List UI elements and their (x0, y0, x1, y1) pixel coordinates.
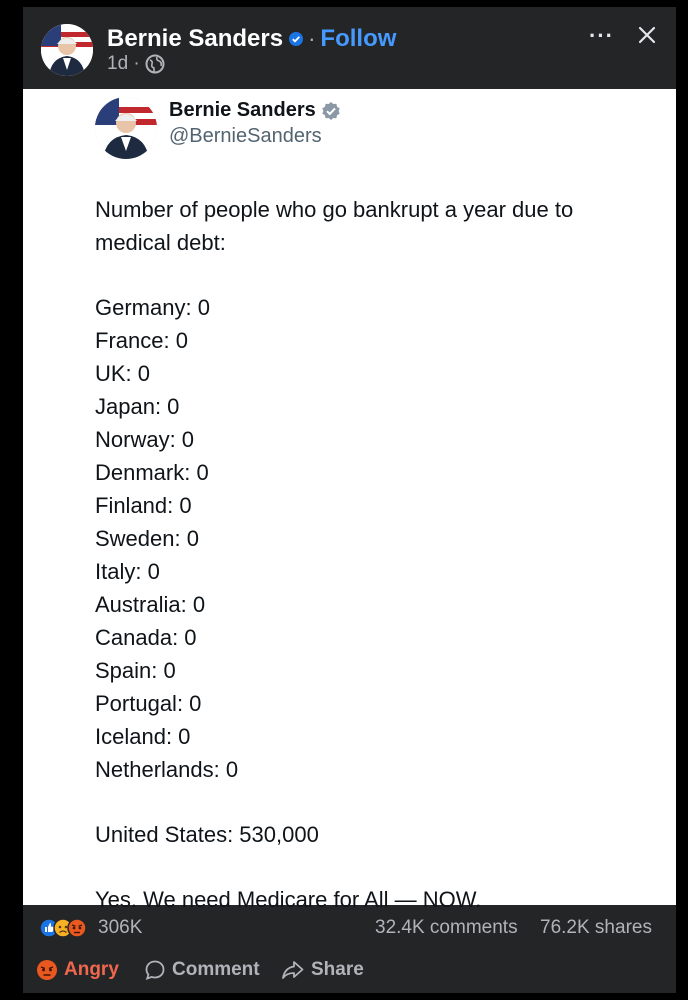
tweet-avatar (95, 97, 157, 159)
post-actions (23, 955, 676, 989)
share-label: Share (311, 959, 364, 980)
country-line: Canada: 0 (95, 625, 197, 650)
verified-badge-icon (289, 32, 303, 46)
country-line: Japan: 0 (95, 394, 180, 419)
tweet-author-name: Bernie Sanders (169, 99, 316, 121)
country-line: Spain: 0 (95, 658, 176, 683)
tweet-intro-line: Number of people who go bankrupt a year due to (95, 197, 574, 222)
country-line: Portugal: 0 (95, 691, 202, 716)
tweet-handle: @BernieSanders (169, 125, 322, 147)
country-line: UK: 0 (95, 361, 151, 386)
post-stats (23, 913, 676, 943)
angry-reaction-button[interactable] (36, 959, 119, 981)
country-line: Germany: 0 (95, 295, 210, 320)
country-line: Denmark: 0 (95, 460, 209, 485)
tweet-body (95, 193, 655, 916)
country-line: Finland: 0 (95, 493, 192, 518)
angry-reaction-icon (68, 919, 86, 937)
post-header-title (107, 25, 396, 53)
globe-icon (145, 54, 165, 74)
facebook-post (23, 7, 676, 993)
share-icon (281, 959, 305, 981)
angry-label: Angry (64, 959, 119, 980)
close-icon[interactable] (635, 23, 659, 47)
more-options-button[interactable]: ··· (589, 23, 614, 48)
separator: · (308, 26, 316, 51)
tweet-intro-line: medical debt: (95, 230, 226, 255)
reaction-icons[interactable] (39, 917, 95, 939)
comment-button[interactable] (144, 959, 260, 981)
post-meta (107, 53, 165, 75)
country-line: Australia: 0 (95, 592, 206, 617)
reactions-count[interactable]: 306K (98, 917, 143, 938)
comments-count[interactable]: 32.4K comments (375, 917, 518, 938)
post-time[interactable]: 1d · (107, 53, 140, 74)
us-line: United States: 530,000 (95, 822, 319, 847)
country-line: Italy: 0 (95, 559, 160, 584)
comment-icon (144, 959, 166, 981)
country-line: Iceland: 0 (95, 724, 191, 749)
country-line: Netherlands: 0 (95, 757, 239, 782)
share-button[interactable] (281, 959, 364, 981)
closing-line: Yes. We need Medicare for All — NOW. (95, 887, 482, 912)
author-name[interactable]: Bernie Sanders (107, 25, 284, 52)
tweet-name-row (169, 99, 341, 122)
country-line: Sweden: 0 (95, 526, 199, 551)
verified-badge-icon (321, 101, 341, 121)
tweet-screenshot (23, 89, 676, 912)
author-avatar[interactable] (41, 24, 93, 76)
shares-count[interactable]: 76.2K shares (540, 917, 652, 938)
country-line: France: 0 (95, 328, 188, 353)
follow-button[interactable]: Follow (320, 25, 397, 52)
angry-reaction-icon (36, 959, 58, 981)
country-line: Norway: 0 (95, 427, 195, 452)
comment-label: Comment (172, 959, 260, 980)
